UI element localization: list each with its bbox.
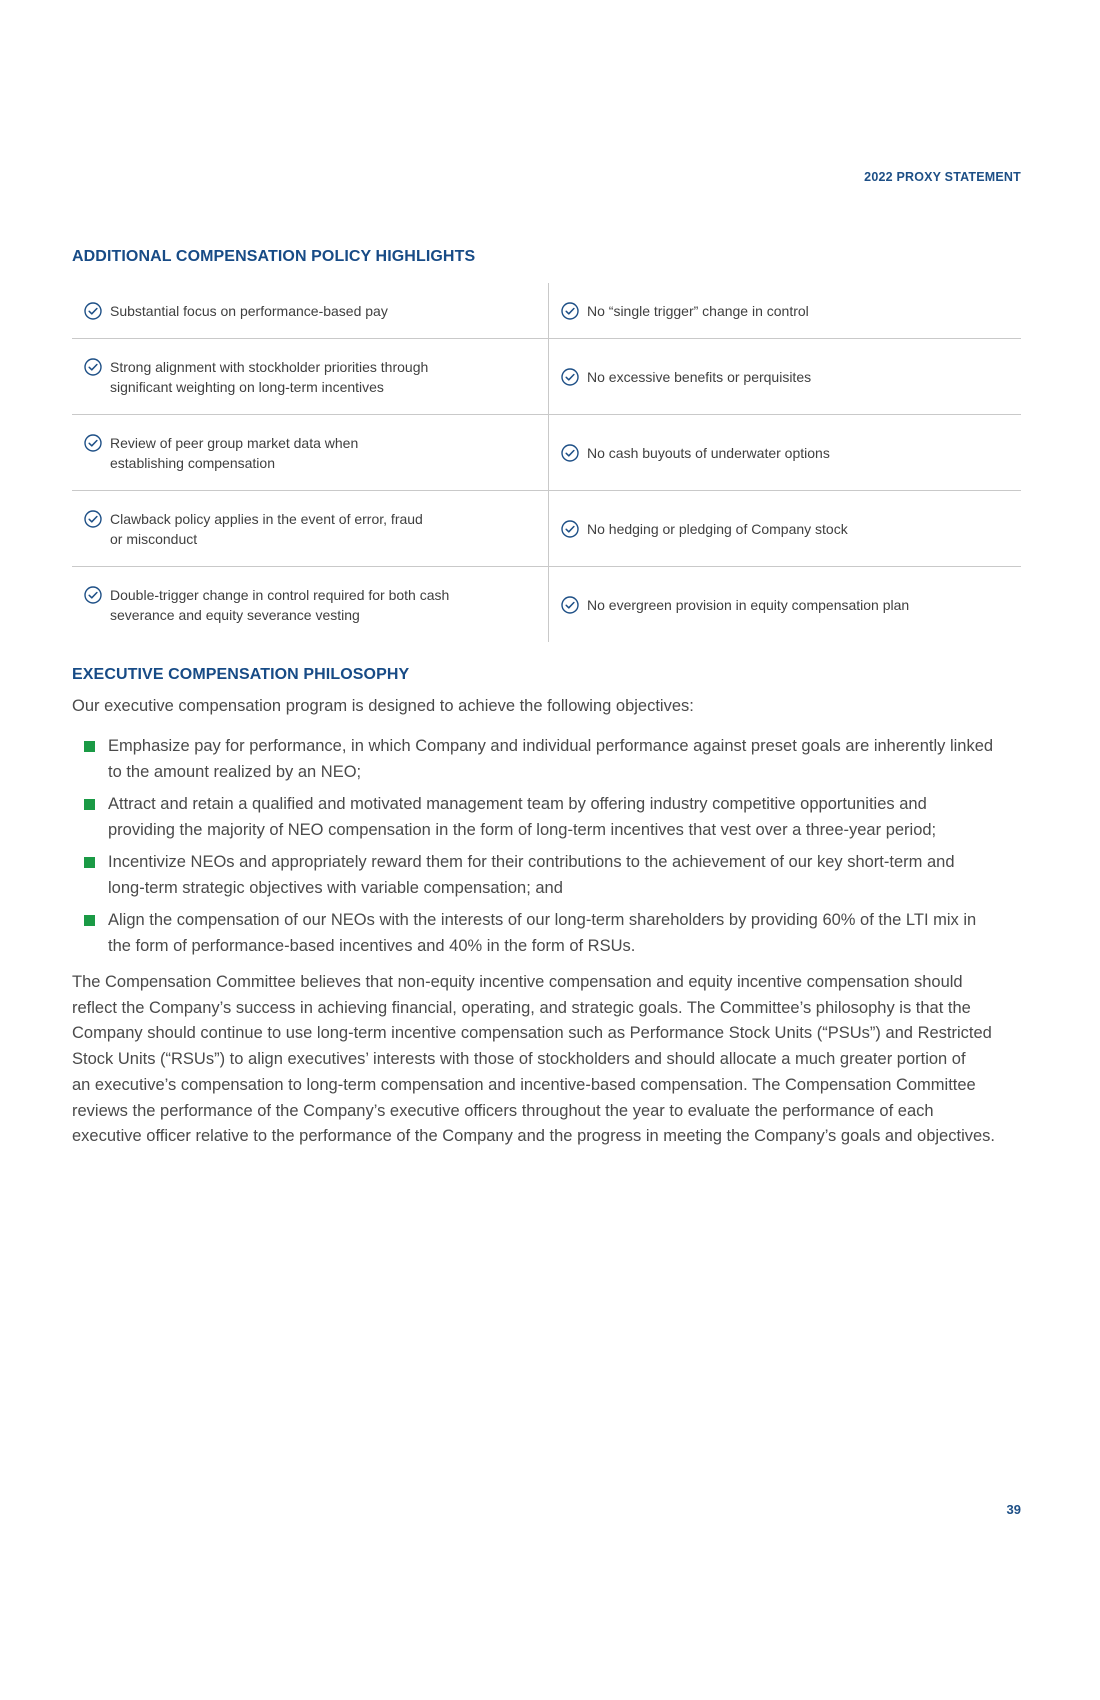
highlight-cell xyxy=(72,283,549,338)
highlight-text: Review of peer group market data when establishing compensation xyxy=(110,435,359,471)
list-item xyxy=(84,907,1026,959)
policy-highlights-table xyxy=(72,283,1021,642)
highlight-cell xyxy=(549,491,1021,566)
philosophy-heading: EXECUTIVE COMPENSATION PHILOSOPHY xyxy=(72,666,410,683)
highlight-cell xyxy=(549,339,1021,414)
check-circle-icon xyxy=(84,434,102,452)
check-circle-icon xyxy=(561,302,579,320)
list-item xyxy=(84,733,1026,785)
highlights-row xyxy=(72,283,1021,339)
highlight-cell xyxy=(549,415,1021,490)
check-circle-icon xyxy=(84,358,102,376)
green-square-bullet xyxy=(84,799,95,810)
highlights-row xyxy=(72,339,1021,415)
check-circle-icon xyxy=(84,510,102,528)
running-header: 2022 PROXY STATEMENT xyxy=(864,170,1021,184)
highlight-text: No cash buyouts of underwater options xyxy=(587,444,830,461)
highlight-text: Substantial focus on performance-based pay xyxy=(110,302,388,319)
highlight-cell xyxy=(72,339,549,414)
highlight-text: No excessive benefits or perquisites xyxy=(587,368,812,385)
list-item-text: Attract and retain a qualified and motivated management team by offering industry competitive opportunities and providing the majority of NEO compensation in the form of long-term incentives that vest over a three-year period; xyxy=(108,795,937,839)
green-square-bullet xyxy=(84,741,95,752)
highlight-cell xyxy=(72,567,549,642)
highlight-text: No evergreen provision in equity compensation plan xyxy=(587,596,910,613)
highlight-text: No “single trigger” change in control xyxy=(587,302,809,319)
list-item xyxy=(84,849,1026,901)
check-circle-icon xyxy=(561,596,579,614)
green-square-bullet xyxy=(84,915,95,926)
highlight-text: No hedging or pledging of Company stock xyxy=(587,520,848,537)
highlight-cell xyxy=(72,491,549,566)
list-item-text: Emphasize pay for performance, in which Company and individual performance against preset goals are inherently linked to the amount realized by an NEO; xyxy=(108,737,994,781)
highlights-row xyxy=(72,491,1021,567)
list-item xyxy=(84,791,1026,843)
list-item-text: Align the compensation of our NEOs with the interests of our long-term shareholders by providing 60% of the LTI mix in the form of performance-based incentives and 40% in the form of RSUs. xyxy=(108,911,977,955)
list-item-text: Incentivize NEOs and appropriately reward them for their contributions to the achievement of our key short-term and long-term strategic objectives with variable compensation; and xyxy=(108,853,955,897)
page-number: 39 xyxy=(1006,1502,1021,1517)
check-circle-icon xyxy=(84,586,102,604)
check-circle-icon xyxy=(84,302,102,320)
green-square-bullet xyxy=(84,857,95,868)
highlights-row xyxy=(72,567,1021,642)
philosophy-intro: Our executive compensation program is designed to achieve the following objectives: xyxy=(72,697,694,715)
highlight-cell xyxy=(72,415,549,490)
highlight-text: Double-trigger change in control required for both cash severance and equity severance vesting xyxy=(110,587,450,623)
check-circle-icon xyxy=(561,444,579,462)
highlight-cell xyxy=(549,567,1021,642)
highlight-text: Clawback policy applies in the event of error, fraud or misconduct xyxy=(110,511,423,547)
highlight-text: Strong alignment with stockholder priorities through significant weighting on long-term incentives xyxy=(110,359,429,395)
check-circle-icon xyxy=(561,368,579,386)
policy-highlights-heading: ADDITIONAL COMPENSATION POLICY HIGHLIGHTS xyxy=(72,248,476,265)
highlights-row xyxy=(72,415,1021,491)
objectives-list xyxy=(84,733,1026,965)
philosophy-paragraph: The Compensation Committee believes that non-equity incentive compensation and equity incentive compensation should reflect the Company’s success in achieving financial, operating, and strategic goals. The Committee’s philosophy is that the Company should continue to use long-term incentive compensation such as Performance Stock Units (“PSUs”) and Restricted Stock Units (“RSUs”) to align executives’ interests with those of stockholders and should allocate a much greater portion of an executive’s compensation to long-term compensation and incentive-based compensation. The Compensation Committee reviews the performance of the Company’s executive officers throughout the year to evaluate the performance of each executive officer relative to the performance of the Company and the progress in meeting the Company’s goals and objectives. xyxy=(72,973,995,1146)
highlight-cell xyxy=(549,283,1021,338)
check-circle-icon xyxy=(561,520,579,538)
